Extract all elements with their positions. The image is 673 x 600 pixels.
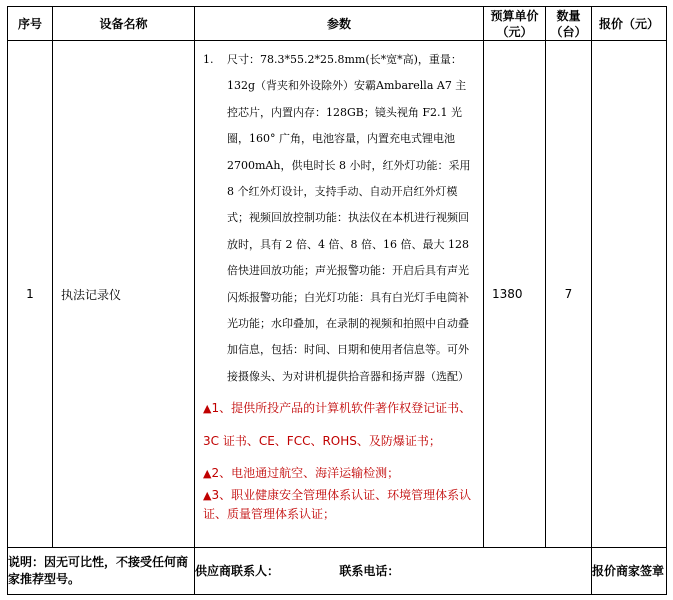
row-device-name: 执法记录仪 [53,41,195,548]
header-unit-price: 预算单价（元） [484,7,546,41]
footer-signature: 报价商家签章 [592,548,667,595]
quotation-table [7,6,667,595]
requirement-3-text: 3、职业健康安全管理体系认证、环境管理体系认证、质量管理体系认证； [203,488,472,522]
header-qty: 数量（台） [546,7,592,41]
row-no: 1 [8,41,53,548]
row-qty: 7 [546,41,592,548]
contact-label: 供应商联系人： [195,563,280,578]
spec-number: 1. [203,53,214,66]
footer-contact [195,548,592,595]
spec-item [203,47,477,390]
row-params [195,41,484,548]
warning-triangle-icon: ▲ [203,489,212,503]
requirement-1 [203,392,477,457]
phone-label: 联系电话： [339,563,400,578]
footer-note: 说明：因无可比性，不接受任何商家推荐型号。 [8,548,195,595]
row-quote [592,41,667,548]
header-no: 序号 [8,7,53,41]
requirement-2-text: 2、电池通过航空、海洋运输检测； [211,466,400,481]
header-name: 设备名称 [53,7,195,41]
requirement-2 [203,463,477,484]
header-quote: 报价（元） [592,7,667,41]
requirement-3 [203,486,477,523]
warning-triangle-icon: ▲ [203,402,212,416]
footer-row [8,548,667,595]
header-params: 参数 [195,7,484,41]
spec-text: 尺寸：78.3*55.2*25.8mm(长*宽*高)，重量：132g（背夹和外设除外）安霸Ambarella A7 主控芯片，内置内存：128GB；镜头视角 F2.1 光圈，160° 广角，电池容量，内置充电式锂电池 2700mAh，供电时长 8 小时，红外灯功能：采用 8 个红外灯设计，支持手动、自动开启红外灯模式；视频回放控制功能：执法仪在本机进行视频回放时，具有 2 倍、4 倍、8 倍、16 倍、最大 128 倍快进回放功能；声光报警功能：开启后具有声光闪烁报警功能；白光灯功能：具有白光灯手电筒补光功能；水印叠加，在录制的视频和拍照中自动叠加信息，包括：时间、日期和使用者信息等。可外接摄像头、为对讲机提供拾音器和扬声器（选配） [227,53,471,383]
warning-triangle-icon: ▲ [203,467,212,481]
header-row [8,7,667,41]
requirement-1-text: 1、提供所投产品的计算机软件著作权登记证书、3C 证书、CE、FCC、ROHS、及防爆证书； [203,401,472,449]
table-row [8,41,667,548]
row-unit-price: 1380 [484,41,546,548]
